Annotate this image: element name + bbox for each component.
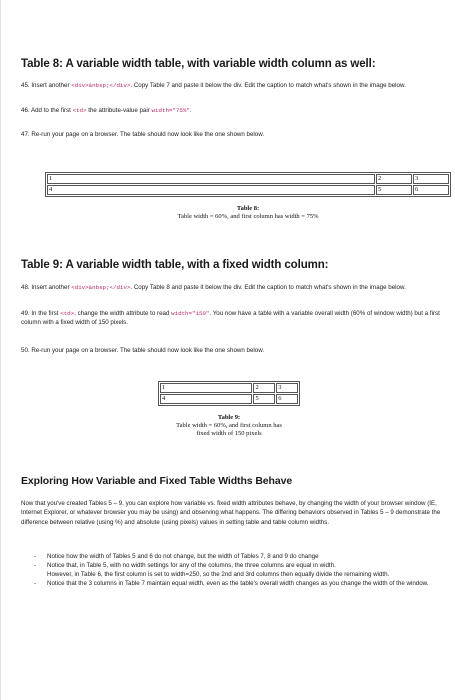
step-48-text-a: 48. Insert another (21, 284, 72, 291)
list-item: - Notice how the width of Tables 5 and 6 do not change, but the width of Tables 7, 8 and 9 do change (34, 552, 449, 561)
table-cell: 3 (276, 383, 298, 393)
step-46-code-width: width="75%" (151, 107, 190, 114)
table-9-caption-line2: fixed width of 150 pixels (196, 430, 262, 437)
table9-heading: Table 9: A variable width table, with a fixed width column: (21, 259, 329, 271)
table8-heading: Table 8: A variable width table, with variable width column as well: (21, 58, 376, 70)
step-48-code: <div>&nbsp;</div> (71, 284, 131, 291)
step-48-text-b: . Copy Table 8 and paste it below the div. Edit the caption to match what's shown in the image below. (130, 284, 406, 291)
step-46 (21, 106, 446, 115)
step-49-text-c: . You now have a table with a variable overall width (60% of window width) but a first column with a fixed width of 150 pixels. (21, 310, 440, 327)
step-49-code-td: <td> (60, 310, 75, 317)
step-45 (21, 81, 446, 90)
table-row (160, 394, 298, 404)
step-50: 50. Re-run your page on a browser. The table should now look like the one shown below. (21, 347, 265, 354)
table-8 (45, 172, 451, 197)
list-item: - Notice that the 3 columns in Table 7 maintain equal width, even as the table's overall width changes as you change the width of the window. (34, 579, 449, 588)
table-cell: 2 (253, 383, 275, 393)
step-46-code-td: <td> (72, 107, 87, 114)
step-49-code-width: width="150" (171, 310, 210, 317)
step-49 (21, 309, 446, 328)
table-9-caption (151, 414, 307, 438)
table-cell: 1 (160, 383, 252, 393)
table-cell: 4 (47, 185, 375, 195)
table-cell: 1 (47, 174, 375, 184)
table-9 (158, 381, 300, 406)
step-45-code: <div>&nbsp;</div> (71, 82, 131, 89)
step-48 (21, 283, 446, 292)
table-cell: 5 (376, 185, 412, 195)
list-item: - Notice that, in Table 5, with no width settings for any of the columns, the three columns are equal in width. (34, 561, 449, 570)
step-49-text-a: 49. In the first (21, 310, 61, 317)
step-45-text-b: . Copy Table 7 and paste it below the div. Edit the caption to match what's shown in the image below. (130, 82, 406, 89)
explore-bullet-list (34, 552, 449, 588)
table-8-caption-text: Table width = 60%, and first column has width = 75% (177, 213, 319, 220)
step-46-text-a: 46. Add to the first (21, 107, 73, 114)
explore-intro: Now that you've created Tables 5 – 9, you can explore how variable vs. fixed width attributes behave, by changing the width of your browser window (IE, Internet Explorer, or whatever browser you may be using) and observing what happens. The differing behaviors observed in Tables 5 – 9 demonstrate the difference between relative (using %) and absolute (using pixels) values in setting table and table column widths. (21, 500, 441, 526)
step-47: 47. Re-run your page on a browser. The table should now look like the one shown below. (21, 131, 265, 138)
table-9-caption-line1: Table width = 60%, and first column has (176, 422, 282, 429)
step-46-text-c: . (189, 107, 192, 114)
table-cell: 5 (253, 394, 275, 404)
table-row (47, 174, 449, 184)
table-cell: 6 (276, 394, 298, 404)
table-cell: 6 (413, 185, 449, 195)
table-row (47, 185, 449, 195)
step-45-text-a: 45. Insert another (21, 82, 72, 89)
table-8-caption (45, 205, 451, 221)
table-9-caption-title: Table 9: (217, 414, 241, 421)
table-cell: 2 (376, 174, 412, 184)
step-49-text-b: , change the width attribute to read (74, 310, 172, 317)
list-item: However, in Table 6, the first column is set to width=250, so the 2nd and 3rd columns then equally divide the remaining width. (47, 571, 390, 578)
step-46-text-b: the attribute-value pair (86, 107, 152, 114)
table-8-caption-title: Table 8: (236, 205, 260, 212)
table-cell: 3 (413, 174, 449, 184)
table-cell: 4 (160, 394, 252, 404)
table-row (160, 383, 298, 393)
explore-heading: Exploring How Variable and Fixed Table Widths Behave (21, 475, 293, 487)
